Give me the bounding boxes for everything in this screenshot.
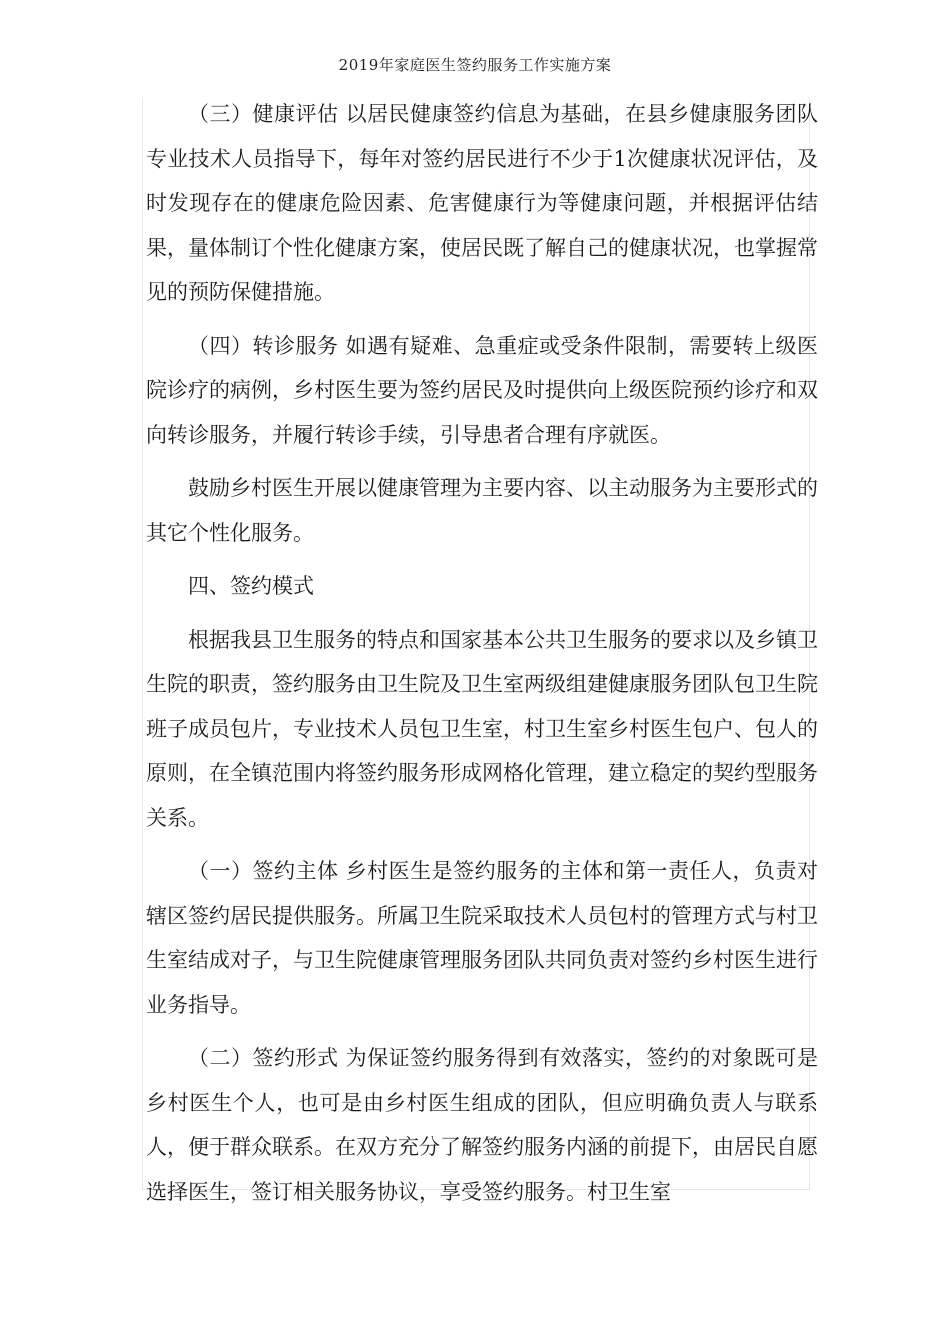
paragraph-personalized-service: 鼓励乡村医生开展以健康管理为主要内容、以主动服务为主要形式的其它个性化服务。 [146,476,818,545]
paragraph-health-assessment: （三）健康评估 以居民健康签约信息为基础，在县乡健康服务团队专业技术人员指导下，每年对签约居民进行不少于1次健康状况评估，及时发现存在的健康危险因素、危害健康行为等健康问题，并根据评估结果，量体制订个性化健康方案，使居民既了解自己的健康状况，也掌握常见的预防保健措施。 [146,102,818,304]
paragraph-referral-service: （四）转诊服务 如遇有疑难、急重症或受条件限制，需要转上级医院诊疗的病例，乡村医生要为签约居民及时提供向上级医院预约诊疗和双向转诊服务，并履行转诊手续，引导患者合理有序就医。 [146,333,818,447]
page-header: 2019年家庭医生签约服务工作实施方案 [338,56,612,74]
paragraph-signing-subject: （一）签约主体 乡村医生是签约服务的主体和第一责任人，负责对辖区签约居民提供服务。所属卫生院采取技术人员包村的管理方式与村卫生室结成对子，与卫生院健康管理服务团队共同负责对签约乡村医生进行业务指导。 [146,859,818,1017]
paragraph-signing-form: （二）签约形式 为保证签约服务得到有效落实，签约的对象既可是乡村医生个人，也可是由乡村医生组成的团队，但应明确负责人与联系人，便于群众联系。在双方充分了解签约服务内涵的前提下，由居民自愿选择医生，签订相关服务协议，享受签约服务。村卫生室 [146,1046,818,1204]
section-heading-signing-mode: 四、签约模式 [188,574,314,598]
paragraph-signing-mode: 根据我县卫生服务的特点和国家基本公共卫生服务的要求以及乡镇卫生院的职责，签约服务由卫生院及卫生室两级组建健康服务团队包卫生院班子成员包片，专业技术人员包卫生室，村卫生室乡村医生包户、包人的原则，在全镇范围内将签约服务形成网格化管理，建立稳定的契约型服务关系。 [146,627,818,830]
document-body [146,92,818,1223]
